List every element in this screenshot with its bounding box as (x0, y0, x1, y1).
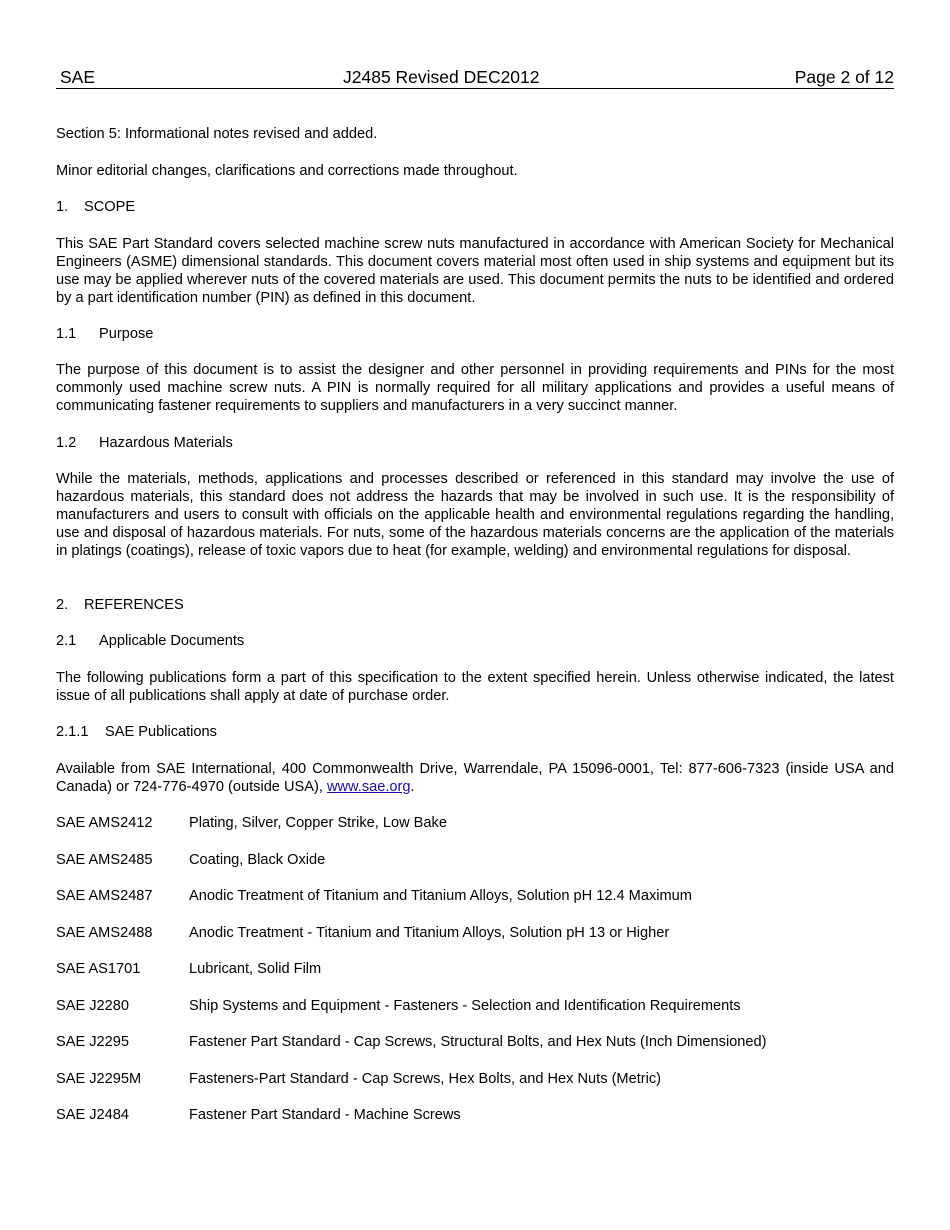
header-publisher: SAE (60, 67, 96, 87)
reference-id: SAE J2295M (56, 1071, 142, 1087)
section-title: SAE Publications (105, 724, 217, 740)
reference-title: Anodic Treatment - Titanium and Titanium Alloys, Solution pH 13 or Higher (189, 925, 670, 941)
section-heading-purpose (56, 325, 154, 343)
reference-title: Fastener Part Standard - Cap Screws, Structural Bolts, and Hex Nuts (Inch Dimensioned) (189, 1034, 767, 1050)
note-section-5: Section 5: Informational notes revised and added. (56, 126, 378, 142)
reference-id: SAE AMS2485 (56, 852, 153, 868)
reference-item (56, 851, 894, 869)
section-title: Applicable Documents (99, 633, 245, 649)
section-title: SCOPE (84, 199, 136, 215)
reference-item (56, 924, 894, 942)
sae-website-link[interactable]: www.sae.org (326, 779, 411, 795)
header-document-number: J2485 Revised DEC2012 (343, 67, 540, 87)
section-number: 1.2 (56, 435, 77, 451)
reference-id: SAE J2484 (56, 1107, 130, 1123)
section-title: Purpose (99, 326, 154, 342)
reference-id: SAE AMS2488 (56, 925, 153, 941)
reference-item (56, 887, 894, 905)
purpose-paragraph: The purpose of this document is to assist the designer and other personnel in providing requirements and PINs for the most commonly used machine screw nuts. A PIN is normally required for all military applications and provides a useful means of communicating fastener requirements to suppliers and manufacturers in a very succinct manner. (56, 362, 894, 414)
reference-id: SAE J2295 (56, 1034, 130, 1050)
reference-item (56, 814, 894, 832)
section-number: 2. (56, 597, 69, 613)
note-editorial: Minor editorial changes, clarifications and corrections made throughout. (56, 163, 518, 179)
section-heading-hazardous-materials (56, 434, 233, 452)
section-number: 1. (56, 199, 69, 215)
reference-title: Anodic Treatment of Titanium and Titanium Alloys, Solution pH 12.4 Maximum (189, 888, 692, 904)
reference-id: SAE AMS2487 (56, 888, 153, 904)
reference-item (56, 1106, 894, 1124)
section-number: 2.1.1 (56, 724, 89, 740)
section-heading-scope (56, 198, 136, 216)
reference-id: SAE AMS2412 (56, 815, 153, 831)
section-heading-references (56, 596, 184, 614)
reference-title: Plating, Silver, Copper Strike, Low Bake (189, 815, 447, 831)
scope-paragraph: This SAE Part Standard covers selected machine screw nuts manufactured in accordance with American Society for Mechanical Engineers (ASME) dimensional standards. This document covers material most often used in ship systems and equipment but its use may be applied wherever nuts of the covered materials are used. This document permits the nuts to be identified and ordered by a part identification number (PIN) as defined in this document. (56, 236, 894, 306)
availability-text: Available from SAE International, 400 Commonwealth Drive, Warrendale, PA 15096-0001, Tel: 877-606-7323 (inside USA and Canada) or 724-776-4970 (outside USA), (56, 761, 894, 795)
applicable-documents-paragraph: The following publications form a part of this specification to the extent specified herein. Unless otherwise indicated, the latest issue of all publications shall apply at date of purchase order. (56, 670, 894, 704)
reference-item (56, 960, 894, 978)
sae-publications-paragraph (56, 760, 894, 796)
section-number: 1.1 (56, 326, 77, 342)
reference-title: Fastener Part Standard - Machine Screws (189, 1107, 461, 1123)
reference-id: SAE J2280 (56, 998, 130, 1014)
hazardous-materials-paragraph: While the materials, methods, applications and processes described or referenced in this standard may involve the use of hazardous materials, this standard does not address the hazards that may be involved in such use. It is the responsibility of manufacturers and users to consult with officials on the applicable health and environmental regulations regarding the handling, use and disposal of hazardous materials. For nuts, some of the hazardous materials concerns are the application of the materials in platings (coatings), release of toxic vapors due to heat (for example, welding) and environmental regulations for disposal. (56, 471, 894, 559)
section-number: 2.1 (56, 633, 77, 649)
reference-title: Coating, Black Oxide (189, 852, 326, 868)
reference-title: Fasteners-Part Standard - Cap Screws, Hex Bolts, and Hex Nuts (Metric) (189, 1071, 662, 1087)
reference-id: SAE AS1701 (56, 961, 141, 977)
page-header (56, 66, 894, 89)
section-heading-applicable-documents (56, 632, 245, 650)
availability-text-end: . (410, 779, 415, 795)
reference-item (56, 1070, 894, 1088)
reference-title: Lubricant, Solid Film (189, 961, 322, 977)
section-heading-sae-publications (56, 723, 217, 741)
reference-title: Ship Systems and Equipment - Fasteners - Selection and Identification Requirements (189, 998, 741, 1014)
section-title: REFERENCES (84, 597, 184, 613)
header-page-number: Page 2 of 12 (794, 67, 894, 87)
reference-item (56, 1033, 894, 1051)
reference-item (56, 997, 894, 1015)
section-title: Hazardous Materials (99, 435, 233, 451)
